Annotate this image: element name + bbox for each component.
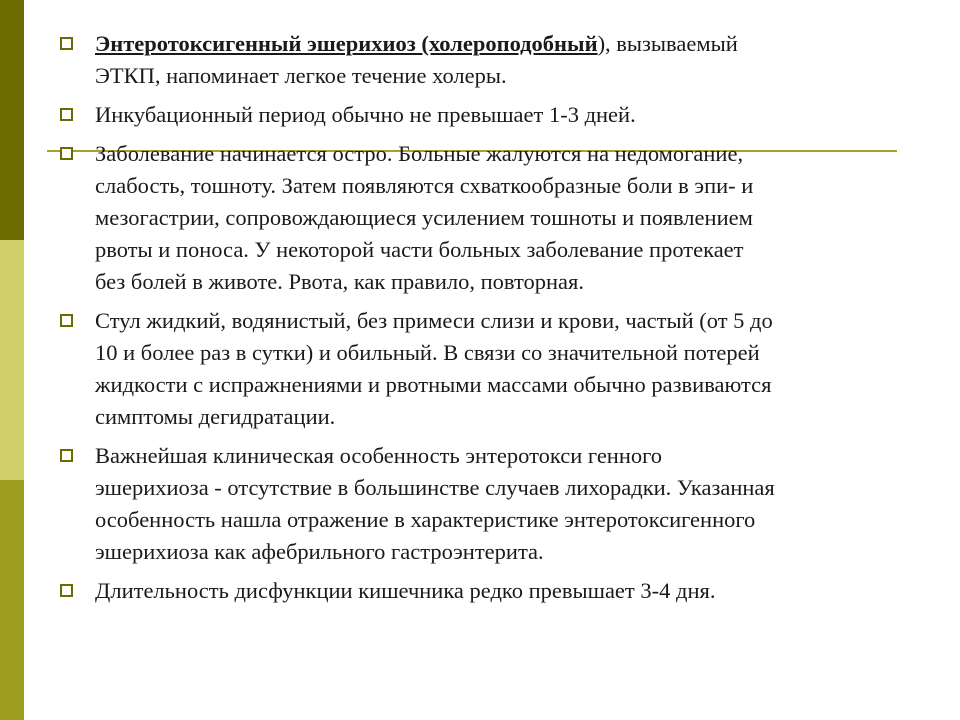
square-bullet-icon bbox=[60, 37, 73, 50]
bullet-item bbox=[58, 305, 918, 433]
side-bar-top bbox=[0, 0, 24, 240]
bullet-text: Важнейшая клиническая особенность энтеротокси генного эшерихиоза - отсутствие в большинстве случаев лихорадки. Указанная особенность нашла отражение в характеристике энтеротоксигенного эшерихиоза как афебрильного гастроэнтерита. bbox=[95, 443, 775, 564]
bullet-text: Стул жидкий, водянистый, без примеси слизи и крови, частый (от 5 до 10 и более раз в сутки) и обильный. В связи со значительной потерей жидкости с испражнениями и рвотными массами обычно развиваются симптомы дегидратации. bbox=[95, 308, 773, 429]
bullet-text bbox=[95, 28, 918, 92]
square-bullet-icon bbox=[60, 449, 73, 462]
bullet-lead-term: Энтеротоксигенный эшерихиоз (холероподобный bbox=[95, 31, 598, 56]
bullet-item bbox=[58, 28, 918, 92]
bullet-body: ), вызываемый ЭТКП, напоминает легкое течение холеры. bbox=[95, 31, 738, 88]
square-bullet-icon bbox=[60, 584, 73, 597]
bullet-item bbox=[58, 440, 918, 568]
bullet-item bbox=[58, 138, 918, 298]
square-bullet-icon bbox=[60, 147, 73, 160]
bullet-text: Заболевание начинается остро. Больные жалуются на недомогание, слабость, тошноту. Затем появляются схваткообразные боли в эпи- и мезогастрии, сопровождающиеся усилением тошноты и появлением рвоты и поноса. У некоторой части больных заболевание протекает без болей в животе. Рвота, как правило, повторная. bbox=[95, 141, 754, 294]
bullet-text: Длительность дисфункции кишечника редко превышает 3-4 дня. bbox=[95, 578, 716, 603]
bullet-item bbox=[58, 575, 918, 607]
square-bullet-icon bbox=[60, 108, 73, 121]
side-bar-bottom bbox=[0, 480, 24, 720]
square-bullet-icon bbox=[60, 314, 73, 327]
slide-content bbox=[58, 28, 918, 614]
bullet-text: Инкубационный период обычно не превышает 1-3 дней. bbox=[95, 102, 636, 127]
bullet-item bbox=[58, 99, 918, 131]
side-bar-middle bbox=[0, 240, 24, 480]
